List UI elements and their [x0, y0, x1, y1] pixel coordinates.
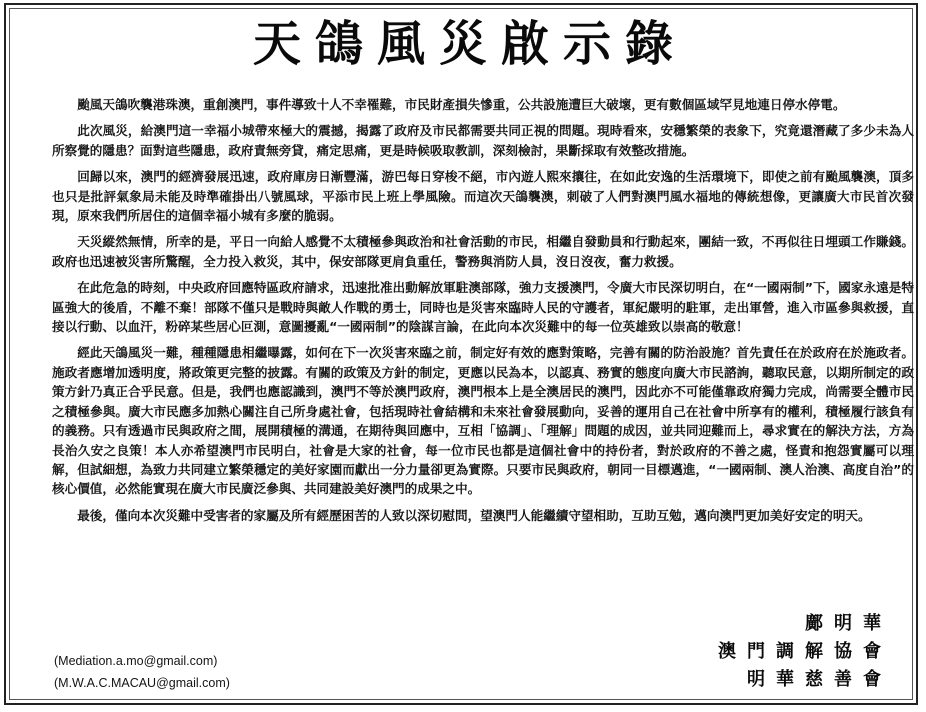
- paragraph-7: 最後，僅向本次災難中受害者的家屬及所有經歷困苦的人致以深切慰問，望澳門人能繼續守望相助，互助互勉，邁向澳門更加美好安定的明天。: [77, 507, 871, 523]
- signature-association: 澳門調解協會: [718, 641, 892, 662]
- contact-email-mediation: (Mediation.a.mo@gmail.com): [54, 654, 218, 668]
- article-body: [52, 95, 914, 532]
- paragraph-4: 天災縱然無情，所幸的是，平日一向給人感覺不太積極參與政治和社會活動的市民，相繼自發動員和行動起來，團結一致，不再似往日埋頭工作賺錢。政府也迅速被災害所驚醒，全力投入救災，其中，保安部隊更肩負重任，警務與消防人員，沒日沒夜，奮力救援。: [52, 234, 914, 269]
- signature-charity: 明華慈善會: [747, 669, 892, 690]
- paragraph-1: 颱風天鴿吹襲港珠澳，重創澳門，事件導致十人不幸罹難，市民財產損失慘重，公共設施遭巨大破壞，更有數個區域罕見地連日停水停電。: [77, 97, 846, 112]
- contact-block: [54, 650, 354, 694]
- page-title: 天鴿風災啟示錄: [252, 16, 687, 72]
- paragraph-2: 此次風災，給澳門這一幸福小城帶來極大的震撼，揭露了政府及市民都需要共同正視的問題。現時看來，安穩繁榮的表象下，究竟還潛藏了多少未為人所察覺的隱患？面對這些隱患，政府責無旁貸，痛定思痛，更是時候吸取教訓，深刻檢討，果斷採取有效整改措施。: [52, 123, 914, 158]
- signature-block: [650, 610, 910, 694]
- paragraph-3: 回歸以來，澳門的經濟發展迅速，政府庫房日漸豐滿，游巴每日穿梭不絕，市內遊人熙來攘往，在如此安逸的生活環境下，即使之前有颱風襲澳，頂多也只是批評氣象局未能及時準確掛出八號風球，平添市民上班上學風險。而這次天鴿襲澳，刺破了人們對澳門風水福地的傳統想像，更讓廣大市民首次發現，原來我們所居住的這個幸福小城有多麼的脆弱。: [52, 169, 914, 224]
- paragraph-5: 在此危急的時刻，中央政府回應特區政府請求，迅速批准出動解放軍駐澳部隊，強力支援澳門，令廣大市民深切明白，在“一國兩制”下，國家永遠是特區強大的後盾，不離不棄！部隊不僅只是戰時與敵人作戰的勇士，同時也是災害來臨時人民的守護者，軍紀嚴明的駐軍，走出軍營，進入市區參與救援，直接以行動、以血汗，粉碎某些居心叵測，意圖擾亂“一國兩制”的陰謀言論，在此向本次災難中的每一位英雄致以崇高的敬意！: [52, 280, 914, 335]
- paragraph-6: 經此天鴿風災一難，種種隱患相繼曝露，如何在下一次災害來臨之前，制定好有效的應對策略，完善有關的防治設施？首先責任在於政府在於施政者。施政者應增加透明度，將政策更完整的披露。有關的政策及方針的制定，更應以民為本，以認真、務實的態度向廣大市民諮詢，聽取民意，以期所制定的政策方針乃真正合乎民意。但是，我們也應認識到，澳門不等於澳門政府，澳門根本上是全澳居民的澳門，因此亦不可能僅靠政府獨力完成，尚需要全體市民之積極參與。廣大市民應多加熱心關注自己所身處社會，包括現時社會結構和未來社會發展動向，妥善的運用自己在社會中所享有的權利，積極履行該負有的義務。只有透過市民與政府之間，展開積極的溝通，在期待與回應中，互相「協調」、「理解」問題的成因，並共同迎難而上，尋求實在的解決方法，方為長治久安之良策！本人亦希望澳門市民明白，社會是大家的社會，每一位市民也都是這個社會中的持份者，對於政府的不善之處，怪責和抱怨實屬可以理解，但試細想，為致力共同建立繁榮穩定的美好家園而獻出一分力量卻更為實際。只要市民與政府，朝同一目標邁進，“一國兩制、澳人治澳、高度自治”的核心價值，必然能實現在廣大市民廣泛參與、共同建設美好澳門的成果之中。: [52, 345, 914, 497]
- signature-author: 鄺明華: [805, 613, 892, 634]
- contact-email-charity: (M.W.A.C.MACAU@gmail.com): [54, 676, 230, 690]
